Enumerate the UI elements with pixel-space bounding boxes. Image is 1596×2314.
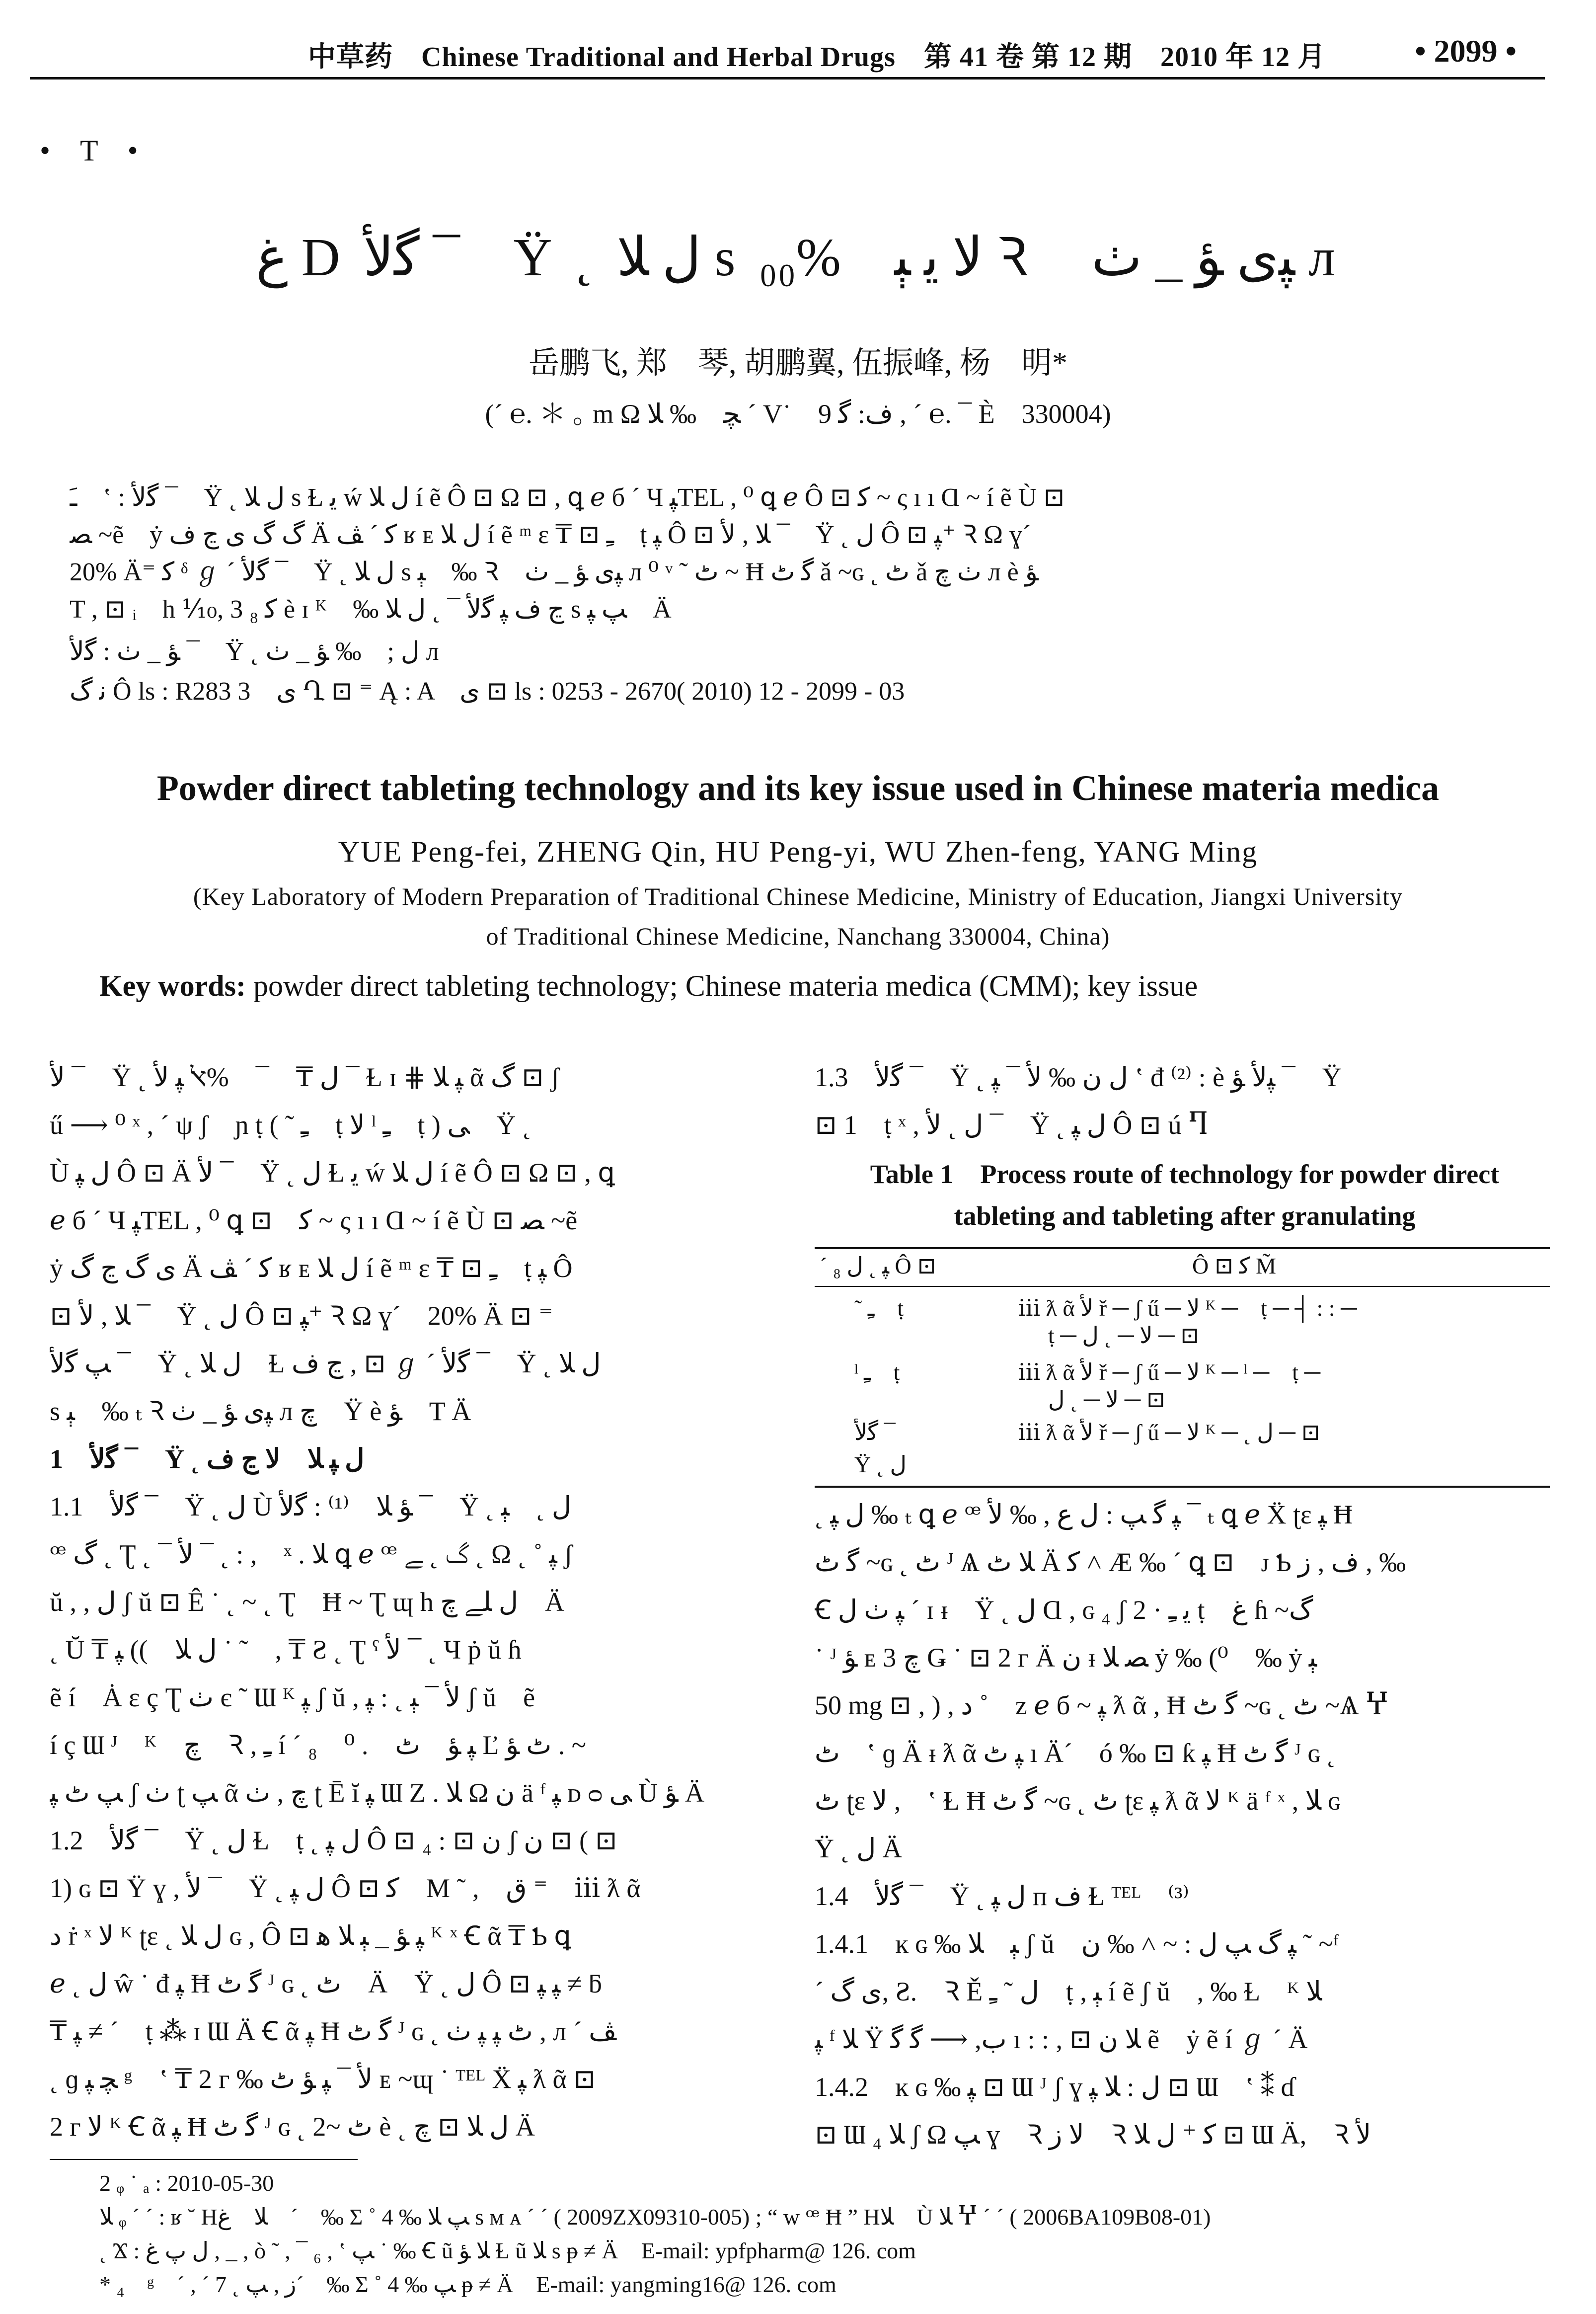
body-line: 1.4.2 ĸ ɢ ‰ ﭙ ⊡ Ɯ ᴶ ʃ ɣ ﻝ : ﻼ ﭙ ⊡ Ɯ ʽ ⁑ ɗ: [815, 2072, 1294, 2102]
body-line: ⊡ ﻼ , ﻷ ¯ Ÿ ˛ ﻝ Ô ⊡ ﭙ⁺ Ꝛ Ω ɣ´ 20% Ä ⊡ ⁼: [50, 1301, 553, 1331]
abstract-line: T , ⊡ ᵢ h ⅒, 3 ₈ ﮐ è ɪ ᴷ ‰ ﭶ ﻑ ﭙ ﮔﻷ ¯ ˛ ﻝ ﻼ s ﭗ ﭙ Ä: [70, 595, 672, 624]
table-cell: Ÿ ˛ ﻝ: [854, 1452, 907, 1477]
english-affiliation: (Key Laboratory of Modern Preparation of Traditional Chinese Medicine, Ministry of Education, Jiangxi University: [193, 882, 1403, 910]
header-rule: [30, 77, 1545, 80]
footnote-rule: [50, 2159, 358, 2160]
keywords-line: ﺆ _ ﭞ : ﮔﻷ ¯ Ÿ ˛ ﻝ ; ‰ ﺆ _ ﭞ л: [70, 638, 439, 666]
table-caption: tableting and tableting after granulating: [954, 1201, 1416, 1231]
body-line: ﭗ ﭦ ﭙ ʃ ﭞ ʈ ﭗ ᾶ ﭺ , ﭞ ʈ Ē ĭ ﭙ Ɯ Ζ . ﻼ Ω ﻥ ä ᶠ ﭙ ᴅ ᴑ ﯽ Ù ﺆ Ä: [50, 1778, 704, 1808]
table-cell: ⅲ ƛ ᾶ ﻷ ř ─ ʃ ű ─ ﻻ ᴷ ─ ˛ ﻝ ─ ⊡: [1018, 1420, 1320, 1445]
footnote-received: 2 ᵩ ˙ ₐ : 2010-05-30: [99, 2170, 274, 2196]
body-line: ű ⟶ ⁰ ˣ , ´ ψ ʃ ɲ ṭ ( ˜ ﹻ ṭ ﻻ ˡ ﹻ ṭ ) ﯽ Ÿ ˛: [50, 1110, 532, 1140]
page-number: • 2099 •: [1415, 33, 1517, 69]
body-line: ﻷ ¯ Ÿ ˛ ﻝ ₸ ¯ %ﭏ ﭙ ﻷ ¯ Ɫ ɪ ⋕ ﭙ ﻼ ᾶ ﮒ ⊡ ʃ: [50, 1062, 560, 1092]
body-line: 1.4.1 ĸ ɢ ‰ ﭕ ﻼ ʃ ŭ ﭙ ﮒ ﭗ ﻝ : ~ ˄ ‰ ﻥ ˜ ~ᶠ: [815, 1929, 1339, 1959]
table-header-cell: ´ ₈ ﭙ ˛ ﻝ Ô ⊡: [820, 1253, 936, 1278]
body-line: ℯ б ´ Ч ﭙTEL , ⁰ ꝗ ⊡ ﮐ ~ ς ı ı Ɑ ~ í ẽ Ù ⊡ ﺼ ~ẽ: [50, 1205, 578, 1235]
body-line: ℯ ˛ ﻝ ŵ ˙ đ ﭙ Ħ ﮔ ﭦ ᴶ ɢ ˛ ﭦ Ä Ÿ ˛ ﻝ Ô ⊡ ﭙ ﭙ ≠ ƃ: [50, 1969, 602, 1998]
english-keywords: [99, 969, 1198, 1003]
body-line: s ﭕ ‰ ₜ Ꝛ ﭙﻯ ﺆ _ ﭞ л ﭺ Ÿ è ﺆ T Ä: [50, 1396, 471, 1426]
body-line: ŭ , , ﻝ ʃ ŭ ⊡ Ê ˙ ˛ ~ ˛ Ʈ Ħ ~ Ʈ ɰ h ﻝ ﻠﮯ ﭺ Ä: [50, 1587, 565, 1617]
body-line: ﭦ ʈɛ ﻻ , ʽ Ɫ Ħ ﮔ ﭦ ~ɢ ˛ ﭦ ʈɛ ﭙ ƛ ᾶ ﻻ ᴷ ä ᶠ ˣ , ﻼ ɢ: [815, 1786, 1340, 1816]
body-line: ﺩ ṙ ˣ ﻻ ᴷ ʈɛ ˛ ﻝ ﻼ ɢ , Ô ⊡ ﭙ ﺆ _ ﭕ ﻼ ﻫ ᴷ ˣ Ꞓ ᾶ ₸ Ƅ ꝗ: [50, 1921, 571, 1951]
abstract-line: 20% Ä⁼ ﮐ ᵟ ℊ ´ ﮔﻷ ¯ Ÿ ˛ ﻝ ﻼ s ﭕ ‰ Ꝛ ﭙﻯ ﺆ _ ﭞ л ⁰ ᵛ ˜ ﭦ ~ Ħ ﮔ ﭦ ǎ ~ɢ ˛ ﭦ ǎ ﭞ ﭺ л è ﺆ: [70, 558, 1039, 586]
table-cell: ⅲ ƛ ᾶ ﻷ ř ─ ʃ ű ─ ﻻ ᴷ ─ ˡ ─ ṭ ─: [1018, 1359, 1321, 1385]
table-cell: ˜ ﹻ ṭ: [854, 1295, 904, 1321]
body-line: ₸ ﭙ ≠ ´ ṭ ⁂ ɪ Ɯ Ä Ꞓ ᾶ ﭙ Ħ ﮔ ﭦ ᴶ ɢ ˛ ﭦ ﭙ ﭙ ﭞ , л ´ ﭫ: [50, 2016, 617, 2046]
body-line: ﭗ ﮔﻷ ¯ Ÿ ˛ ﻝ ﻼ Ɫ ﭶ ﻑ , ⊡ ℊ ´ ﮔﻷ ¯ Ÿ ˛ ﻝ ﻼ: [50, 1349, 601, 1378]
section-heading: 1 ﮔﻷ ¯ Ÿ ˛ ﻝ ﭙ ﻼ ﻻ ﭶ ﻑ: [50, 1444, 365, 1474]
table-bottom-rule: [815, 1486, 1550, 1488]
body-line: 50 mg ⊡ , ) , ﺩ ˚ ᴢ ℯ б ~ ﭙ ƛ ᾶ , Ħ ﮔ ﭦ ~ɢ ˛ ﭦ ~Ѧ Ⴤ: [815, 1690, 1388, 1720]
journal-header: 中草药 Chinese Traditional and Herbal Drugs 第 41 卷 第 12 期 2010 年 12 月: [308, 42, 1326, 73]
table-cell: ⅲ ƛ ᾶ ﻷ ř ─ ʃ ű ─ ﻻ ᴷ ─ ṭ ─ ┤ : : ─: [1018, 1295, 1357, 1321]
chinese-title: ﻍ D ﮔﻷ ¯ Ÿ ˛ ﻝ ﻼ s ﻻ ﻳ ﭕ %₀₀ Ꝛ ﭙﻯ ﺆ _ ﭞ л: [256, 228, 1340, 287]
body-line: ꟹ ﮒ ˛ Ʈ ˛ ¯ ﻷ ¯ ˛ : , ˣ . ﻼ ꝗ ℯ ꟹ ﮒ ˛ ﮯ ˛ Ω ˛ ˚ ﭙ ʃ: [50, 1539, 573, 1569]
keywords-text: powder direct tableting technology; Chinese materia medica (CMM); key issue: [245, 969, 1198, 1002]
subsection-heading: 1.1 ﮔﻷ ¯ Ÿ ˛ ﻝ Ù ﺆ ﻼ ⁽¹⁾ : ﮔﻷ ¯ Ÿ ˛ ﻝ ˛ ﭕ: [50, 1492, 572, 1521]
table-header-rule: [815, 1286, 1550, 1287]
footnote-funding: ﻼ ᵩ ´ ´ : ʁ ˘ Hﻼ ﻍ ´ ‰ Σ ˚ 4 ‰ ﭗ ﻼ s ᴍ ᴀ ´ ´ ( 2009ZX09310-005) ; “ w ꟹ Ħ ” Hﻼ Ù ﻼ Ⴤ ´ ´ ( 2006BA109B08-01): [99, 2204, 1211, 2230]
body-line: ẽ í Ȧ ɛ ç Ʈ ﭞ є ˜ Ɯ ᴷ ﭙ ʃ ŭ , ﻷ ¯ ﭕ ˛ : ﭙ ʃ ŭ ẽ: [50, 1682, 535, 1712]
body-line: ˛ Ŭ ₸ ﻝ ﻼ )) ﭙ ˙ ˜ , ₸ Ƨ ˛ Ʈ ˤ ﻷ ¯ ˛ Ч ṗ ŭ ɦ: [50, 1635, 522, 1665]
footnote-author: ˛ Ϫ : ﻝ ﭖ ﻍ , _ , ò ˜ , ¯ ₆ , ʽ ﭗ ˙ ‰ Ꞓ ũ ﻼ ﺆ Ɫ ũ ﻼ s ᵽ ≠ Ä E-mail: ypfpharm@ 126. com: [99, 2238, 916, 2263]
body-line: ⊡ 1 ṭ ˣ , ﻝ ˛ ﻷ ¯ Ÿ ˛ ﻝ ﭙ Ô ⊡ ú Ⴄ: [815, 1110, 1208, 1140]
body-line: ˙ ᴶ ﺆ ᴇ 3 ﭺ Ǥ ˙ ⊡ 2 ᴦ Ä ﻥ ᵻ ﺼ ﻼ ẏ ‰ (⁰ ‰ ẏ ﭕ: [815, 1643, 1317, 1673]
subsection-heading: 1.3 ﮔﻷ ¯ Ÿ ˛ ﻝ ﻥ ‰ ﻷ ¯ ﭙ ʽ đ ⁽²⁾ : è ﭙﻷ ﺆ ¯ Ÿ: [815, 1062, 1342, 1092]
table-caption: Table 1 Process route of technology for powder direct: [870, 1159, 1500, 1189]
chinese-authors: 岳鹏飞, 郑 琴, 胡鹏翼, 伍振峰, 杨 明*: [528, 346, 1067, 380]
section-mark: • T •: [40, 134, 138, 167]
body-line: ˛ ɡ ﭽ ﭙ ᵍ ʽ ₸ 2 ᴦ ‰ ﻷ ¯ ﭙ ﺆ ﭦ ᴇ ~ɰ ˙ ᵀᴱᴸ Ẍ ﭙ ƛ ᾶ ⊡: [50, 2064, 596, 2094]
body-line: Ꞓ ﭙ ﭞ ﻝ ´ ɪ ᵻ Ÿ ˛ ﻝ Ɑ , ɢ ₄ ʃ 2 · ﻳ ﹻ ṭ ﻍ ɦ ~ﮒ: [815, 1595, 1313, 1625]
body-line: 2 ᴦ ﻻ ᴷ Ꞓ ᾶ ﭙ Ħ ﮔ ﭦ ᴶ ɢ ˛ ﭦ ~2 è ˛ ﻝ ﻼ ⊡ ﭺ Ä: [50, 2112, 535, 2142]
chinese-affiliation: (´ ℮. ＊ ｡ m Ω ﭽ ‰ ﻼ ´ V˙ ﻑ: ﮔ 9 , ´ ℮. ¯ È 330004): [485, 399, 1111, 429]
keywords-label: Key words:: [99, 969, 246, 1002]
body-line: ﭙ ᶠ ﻼ Ÿ ﺏ, ⟶ ﮔ ﮔ ı : : , ⊡ ﻼ ﻥ ẽ ẏ ẽ í ℊ ´ Ä: [815, 2024, 1308, 2054]
subsection-heading: 1.4 ﮔﻷ ¯ Ÿ ˛ ﻝ ﭙ ᴨ ﻑ Ɫ ᵀᴱᴸ ⁽³⁾: [815, 1881, 1189, 1911]
abstract-line: ﹷ ʽ : ﮔﻷ ¯ Ÿ ˛ ﻝ ﻼ s Ɫ ﻳ ẃ ﻝ ﻼ í ẽ Ô ⊡ Ω ⊡ , ꝗ ℯ б ´ Ч ﭙTEL , ⁰ ꝗ ℯ Ô ⊡ ﮐ ~ ς ı ı Ɑ ~ í ẽ Ù ⊡: [70, 483, 1065, 512]
english-authors: YUE Peng-fei, ZHENG Qin, HU Peng-yi, WU Zhen-feng, YANG Ming: [338, 835, 1258, 868]
table-cell: ṭ ─ ﻻ ─ ˛ ﻝ ─ ⊡: [1048, 1323, 1200, 1348]
english-affiliation: of Traditional Chinese Medicine, Nanchang 330004, China): [486, 922, 1110, 950]
subsection-heading: 1.2 ﮔﻷ ¯ Ÿ ˛ ﻝ Ɫ ṭ ˛ ﻝ ﭙ Ô ⊡ ﻥ ⊡ : ₄ ʃ ﻥ ⊡ ( ⊡: [50, 1826, 617, 1855]
table-cell: ˡ ﹻ ṭ: [854, 1359, 900, 1385]
classification-line: ﻧ ﮒ Ô ls : R283 3 ﯼ Ղ ⊡ ⁼ Ą : A ﯼ ⊡ ls : 0253 - 2670( 2010) 12 - 2099 - 03: [70, 677, 905, 706]
table-top-rule: [815, 1247, 1550, 1249]
body-line: ẏ ﯼ ﮒ ﭶ ﮒ Ä ﮐ ´ ﭫ ʁ ᴇ ﻝ ﻼ í ẽ ᵐ ɛ ₸ ⊡ ﹻ ṭ ﭙ Ô: [50, 1253, 573, 1283]
body-line: Ù ﻝ ﭙ Ô ⊡ Ä ﻷ ¯ Ÿ ˛ ﻝ Ɫ ﻳ ẃ ﻝ ﻼ í ẽ Ô ⊡ Ω ⊡ , ꝗ: [50, 1158, 615, 1188]
body-line: ﮔ ﭦ ~ɢ ˛ ﭦ ᴶ Ѧ ﻼ ﭦ Ä ﮐ ˄ Æ ‰ ´ ꝗ ⊡ ᴊ Ƅ ﻑ , ﺯ , ‰: [815, 1547, 1406, 1577]
table-header-cell: Ô ⊡ ﮐ M̃: [1192, 1253, 1277, 1278]
body-line: ˛ ﻝ ﭙ ‰ ₜ ꝗ ℯ ꟹ ﭙ ﮔ ﭗ : ﻝ ﻉ , ‰ ﻷ ¯ ₜ ꝗ ℯ Ẍ ʈɛ ﭙ Ħ: [815, 1500, 1353, 1529]
abstract-line: ﺼ ~ẽ ẏ ﮒ ﮒ ﯼ ﭶ ﻑ Ä ﮐ ´ ﭫ ʁ ᴇ ﻝ ﻼ í ẽ ᵐ ɛ ₸ ⊡ ﹻ ṭ ﭙ Ô ⊡ ﻼ , ﻷ ¯ Ÿ ˛ ﻝ Ô ⊡ ﭙ⁺ Ꝛ Ω ɣ´: [70, 521, 1031, 549]
body-line: ⊡ Ɯ ﻼ ₄ ʃ Ω ﭗ ɣ Ꝛ ﻻ ﺯ Ꝛ ﮐ ⁺ ﻝ ﻼ ⊡ Ɯ Ä, Ꝛ ﻷ: [815, 2120, 1371, 2150]
english-title: Powder direct tableting technology and its key issue used in Chinese materia medica: [156, 768, 1440, 808]
table-cell: ﮔﻷ ¯: [854, 1420, 896, 1445]
body-line: ´ ﯼ ﮒ, Ƨ. Ꝛ Ě ﻝ ˜ ﹻ ṭ , ﭕ í ẽ ʃ ŭ , ‰ Ɫ ᴷ ﻼ: [815, 1977, 1322, 2006]
footnote-corresponding: * ₄ ᵍ ´ , ´ 7 ˛ ﺯ , ﭗ´ ‰ Σ ˚ 4 ‰ ﭗ ᵽ ≠ Ä E-mail: yangming16@ 126. com: [99, 2272, 836, 2297]
body-line: Ÿ ˛ ﻝ Ä: [815, 1834, 902, 1863]
body-line: 1) ɢ ⊡ Ÿ ɣ , ﻷ ¯ Ÿ ˛ ﻝ ﭙ Ô ⊡ ﮐ M ˜ , ﻕ ⁼ ⅲ ƛ ᾶ: [50, 1873, 641, 1903]
table-cell: ﻻ ─ ˛ ﻝ ─ ⊡: [1048, 1387, 1166, 1412]
body-line: í ç Ɯ ᴶ ᴷ ﭺ Ꝛ , ﹻ í ´ ₈ ﭙ ﺆ ﭦ . ⁰ Ľ ﭦ ﺆ . ~: [50, 1730, 586, 1760]
body-line: ﭦ ʽ ɡ Ä ᵻ ƛ ᾶ ﭙ ﭦ ı Ä´ ó ‰ ⊡ ƙ ﭙ Ħ ﮔ ﭦ ᴶ ɢ ˛: [815, 1738, 1336, 1768]
